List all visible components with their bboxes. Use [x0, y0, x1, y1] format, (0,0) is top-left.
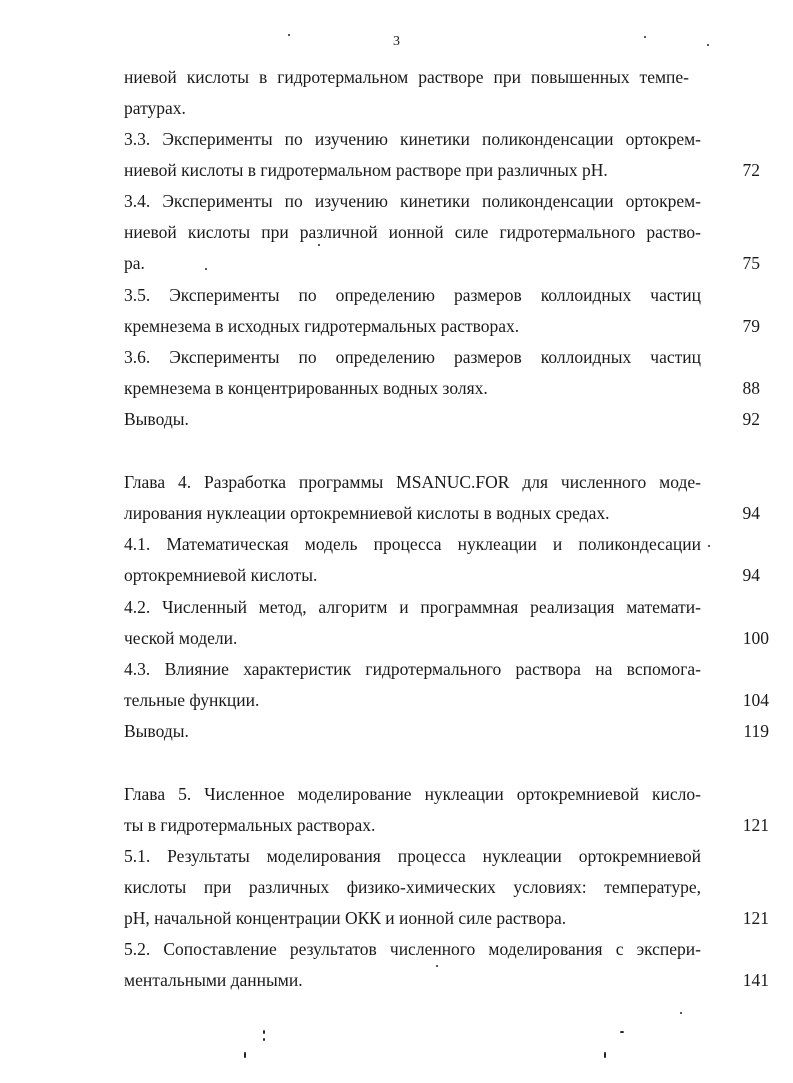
scan-speck [620, 1031, 624, 1033]
toc-line: 3.3. Эксперименты по изучению кинетики поликонденсации ортокрем- [124, 129, 701, 149]
scan-speck [244, 1052, 246, 1058]
toc-line: ратурах. [124, 98, 186, 118]
toc-line: кислоты при различных физико-химических условиях: температуре, [124, 877, 701, 897]
toc-line: ра. [124, 253, 145, 273]
scan-speck [436, 965, 438, 967]
toc-line: 3.4. Эксперименты по изучению кинетики поликонденсации ортокрем- [124, 191, 701, 211]
page-ref: 121 [742, 815, 769, 835]
toc-line: 4.1. Математическая модель процесса нуклеации и поликондесации [124, 534, 701, 554]
page-ref: 72 [742, 160, 760, 180]
scan-speck [318, 244, 320, 246]
toc-line: кремнезема в концентрированных водных золях. [124, 378, 488, 398]
page-ref: 88 [742, 378, 760, 398]
toc-line: лирования нуклеации ортокремниевой кислоты в водных средах. [124, 503, 610, 523]
page-ref: 100 [742, 628, 769, 648]
scan-speck [288, 34, 290, 36]
toc-line: ниевой кислоты при различной ионной силе гидротермального раство- [124, 222, 701, 242]
scan-speck [708, 545, 710, 547]
page-ref: 75 [742, 253, 760, 273]
toc-line: Глава 5. Численное моделирование нуклеации ортокремниевой кисло- [124, 784, 701, 804]
toc-line: ортокремниевой кислоты. [124, 565, 318, 585]
toc-line: Выводы. [124, 409, 189, 429]
page-ref: 92 [742, 409, 760, 429]
toc-line: ты в гидротермальных растворах. [124, 815, 376, 835]
toc-line: Выводы. [124, 721, 189, 741]
toc-line: ниевой кислоты в гидротермальном растворе при различных pH. [124, 160, 608, 180]
page-ref: 119 [743, 721, 769, 741]
toc-line: ческой модели. [124, 628, 238, 648]
toc-line: ниевой кислоты в гидротермальном растворе при повышенных темпе- [124, 67, 689, 87]
toc-line: тельные функции. [124, 690, 260, 710]
toc-line: 5.1. Результаты моделирования процесса нуклеации ортокремниевой [124, 846, 701, 866]
toc-line: ментальными данными. [124, 970, 303, 990]
scan-speck [604, 1052, 606, 1058]
scan-speck [680, 1012, 682, 1014]
toc-line: 4.2. Численный метод, алгоритм и программная реализация математи- [124, 597, 701, 617]
page-number: 3 [393, 34, 400, 49]
toc-line: 3.6. Эксперименты по определению размеров коллоидных частиц [124, 347, 701, 367]
page-ref: 79 [742, 316, 760, 336]
toc-line: 3.5. Эксперименты по определению размеров коллоидных частиц [124, 285, 701, 305]
scan-speck [263, 1030, 265, 1034]
toc-line: pH, начальной концентрации ОКК и ионной силе раствора. [124, 908, 567, 928]
page-ref: 121 [742, 908, 769, 928]
toc-line: Глава 4. Разработка программы MSANUC.FOR для численного моде- [124, 472, 701, 492]
page-ref: 104 [742, 690, 769, 710]
scan-speck [263, 1038, 265, 1041]
page-ref: 94 [742, 565, 760, 585]
toc-line: 5.2. Сопоставление результатов численного моделирования с экспери- [124, 939, 701, 959]
scan-speck [644, 36, 646, 38]
page-ref: 94 [742, 503, 760, 523]
toc-line: кремнезема в исходных гидротермальных растворах. [124, 316, 520, 336]
page-ref: 141 [742, 970, 769, 990]
toc-line: 4.3. Влияние характеристик гидротермального раствора на вспомога- [124, 659, 701, 679]
scan-speck [205, 268, 207, 270]
scan-speck [707, 44, 709, 46]
